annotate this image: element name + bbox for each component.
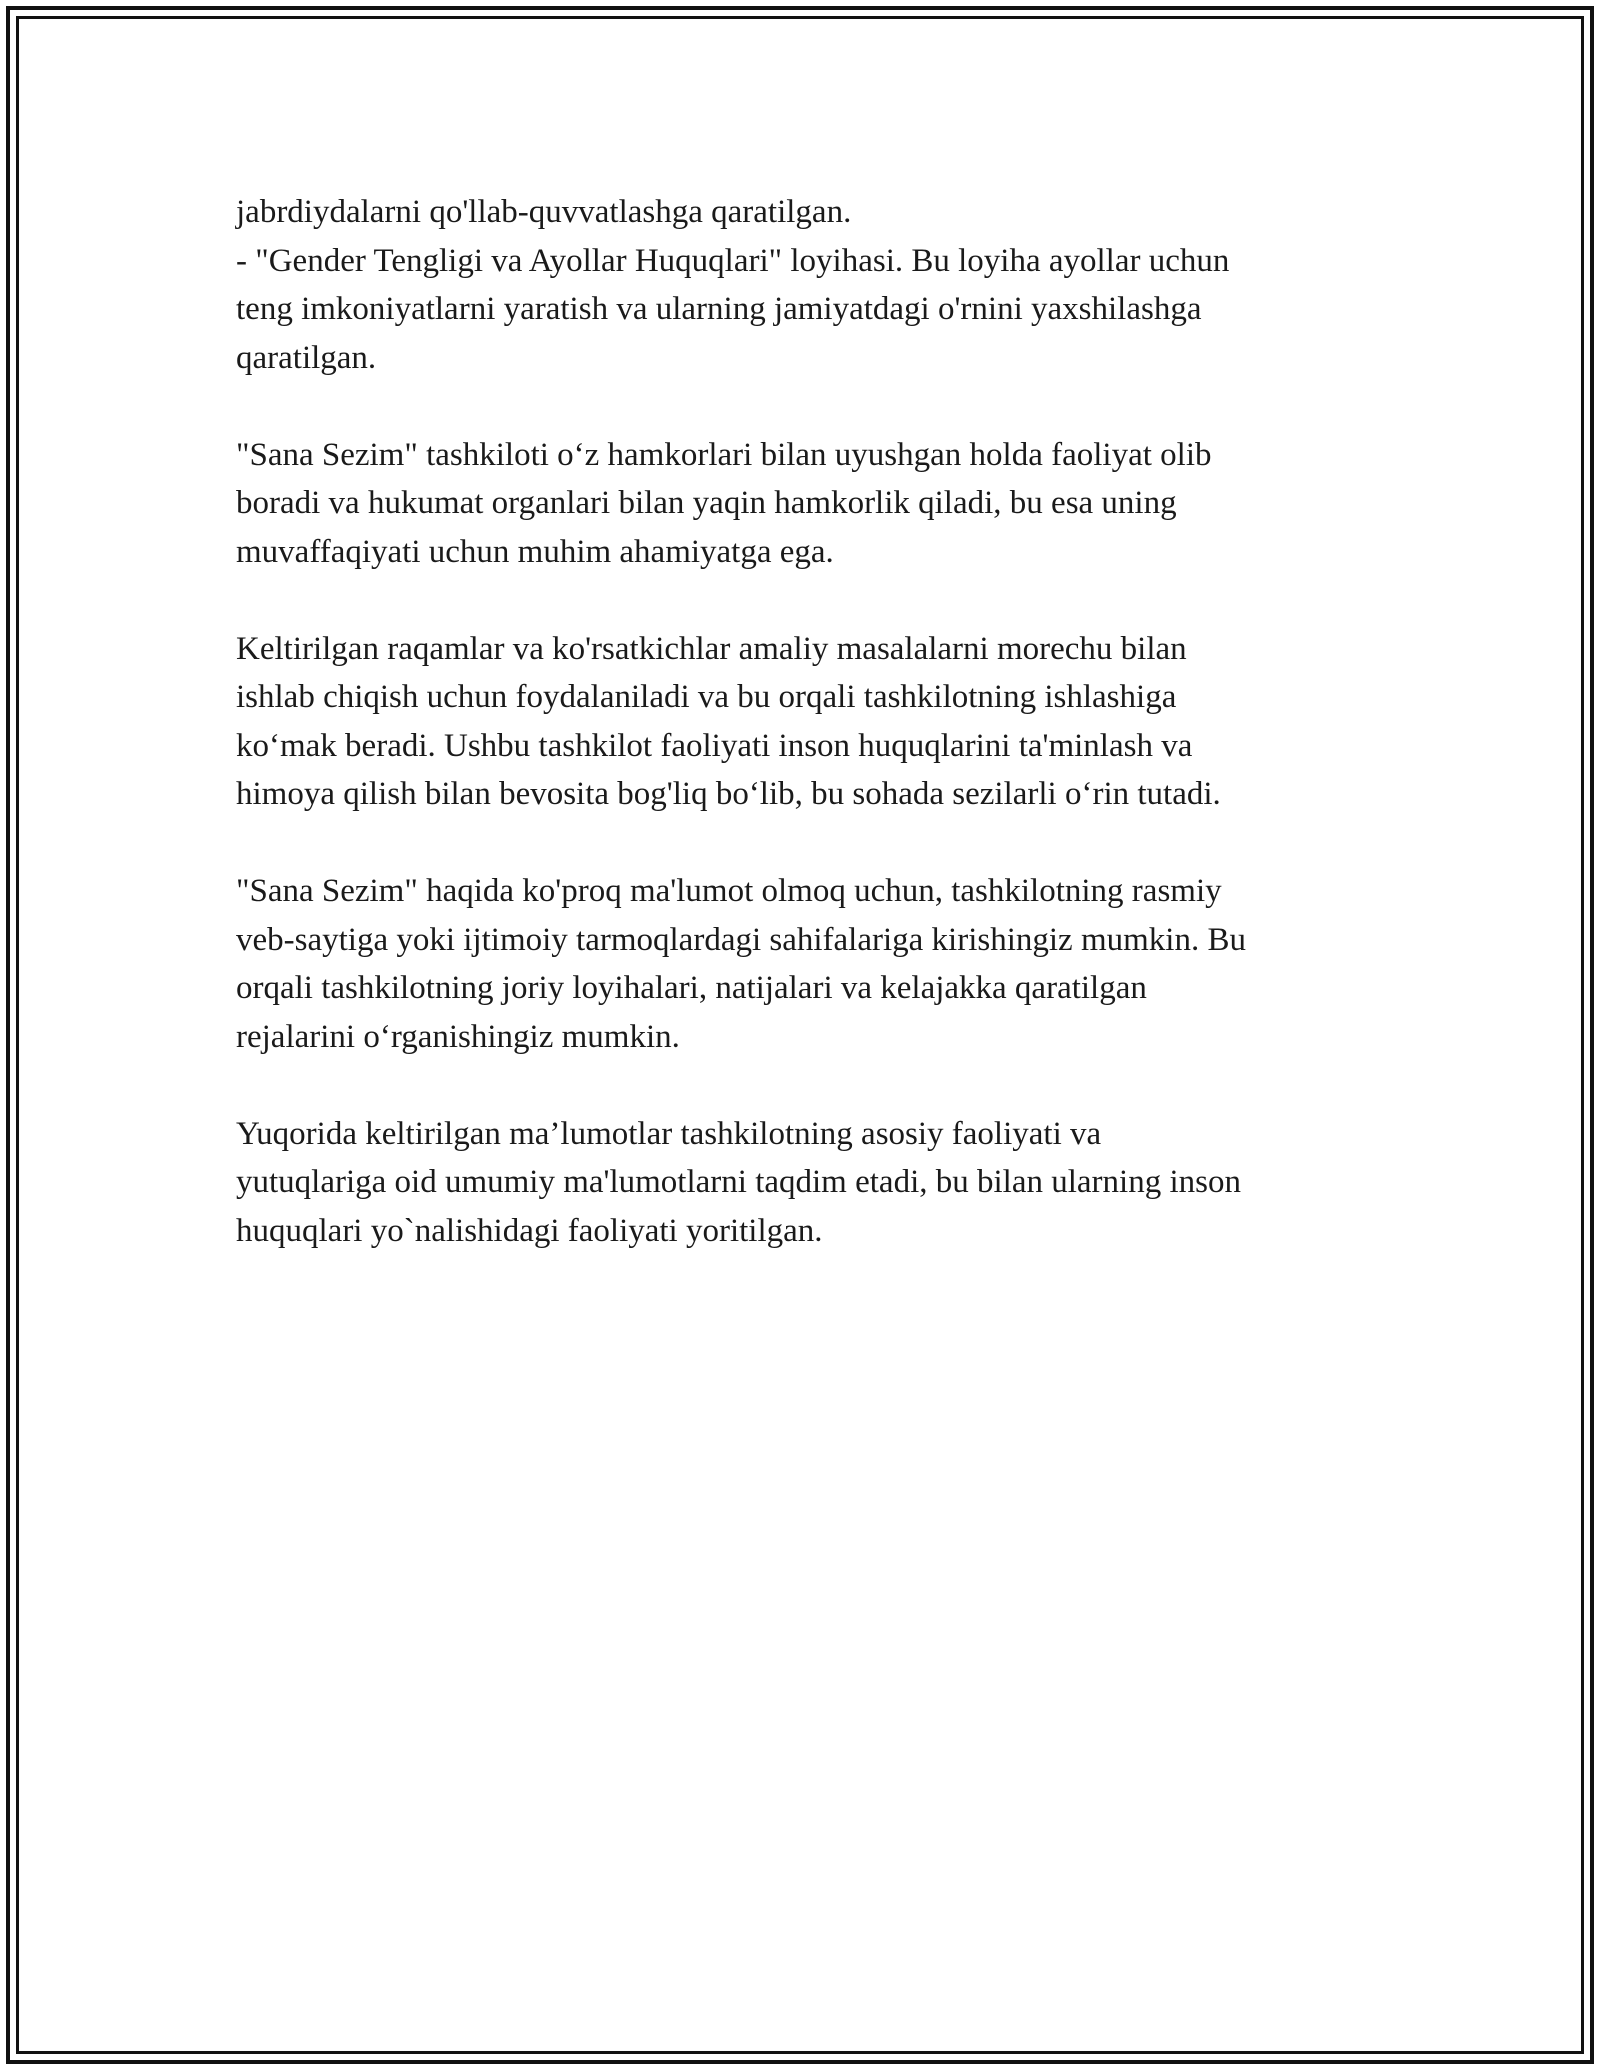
paragraph-4 [236,867,1366,1061]
text-line: veb-saytiga yoki ijtimoiy tarmoqlardagi sahifalariga kirishingiz mumkin. Bu [236,921,1246,958]
text-line: huquqlari yo`nalishidagi faoliyati yoritilgan. [236,1212,823,1249]
text-line: teng imkoniyatlarni yaratish va ularning jamiyatdagi o'rnini yaxshilashga [236,291,1202,327]
text-line: boradi va hukumat organlari bilan yaqin hamkorlik qiladi, bu esa uning [236,485,1177,521]
paragraph-1 [236,188,1366,382]
paragraph-2 [236,431,1366,577]
text-line: "Sana Sezim" haqida ko'proq ma'lumot olmoq uchun, tashkilotning rasmiy [236,873,1222,909]
text-line: jabrdiydalarni qo'llab-quvvatlashga qaratilgan. [236,194,852,230]
text-line: orqali tashkilotning joriy loyihalari, natijalari va kelajakka qaratilgan [236,970,1147,1006]
text-line: rejalarini o‘rganishingiz mumkin. [236,1018,680,1055]
text-line: ko‘mak beradi. Ushbu tashkilot faoliyati inson huquqlarini ta'minlash va [236,727,1193,764]
text-line: Keltirilgan raqamlar va ko'rsatkichlar amaliy masalalarni morechu bilan [236,630,1187,667]
document-body [236,188,1366,1304]
text-line: himoya qilish bilan bevosita bog'liq bo‘lib, bu sohada sezilarli o‘rin tutadi. [236,776,1221,812]
text-line: ishlab chiqish uchun foydalaniladi va bu orqali tashkilotning ishlashiga [236,679,1177,715]
text-line: muvaffaqiyati uchun muhim ahamiyatga ega. [236,533,834,570]
text-line: Yuqorida keltirilgan ma’lumotlar tashkilotning asosiy faoliyati va [236,1115,1102,1152]
text-line: yutuqlariga oid umumiy ma'lumotlarni taqdim etadi, bu bilan ularning inson [236,1164,1241,1200]
paragraph-3 [236,625,1366,819]
text-line: qaratilgan. [236,339,377,376]
paragraph-5 [236,1110,1366,1256]
text-line: "Sana Sezim" tashkiloti o‘z hamkorlari bilan uyushgan holda faoliyat olib [236,436,1212,473]
text-line: - "Gender Tengligi va Ayollar Huquqlari" loyihasi. Bu loyiha ayollar uchun [236,242,1230,279]
